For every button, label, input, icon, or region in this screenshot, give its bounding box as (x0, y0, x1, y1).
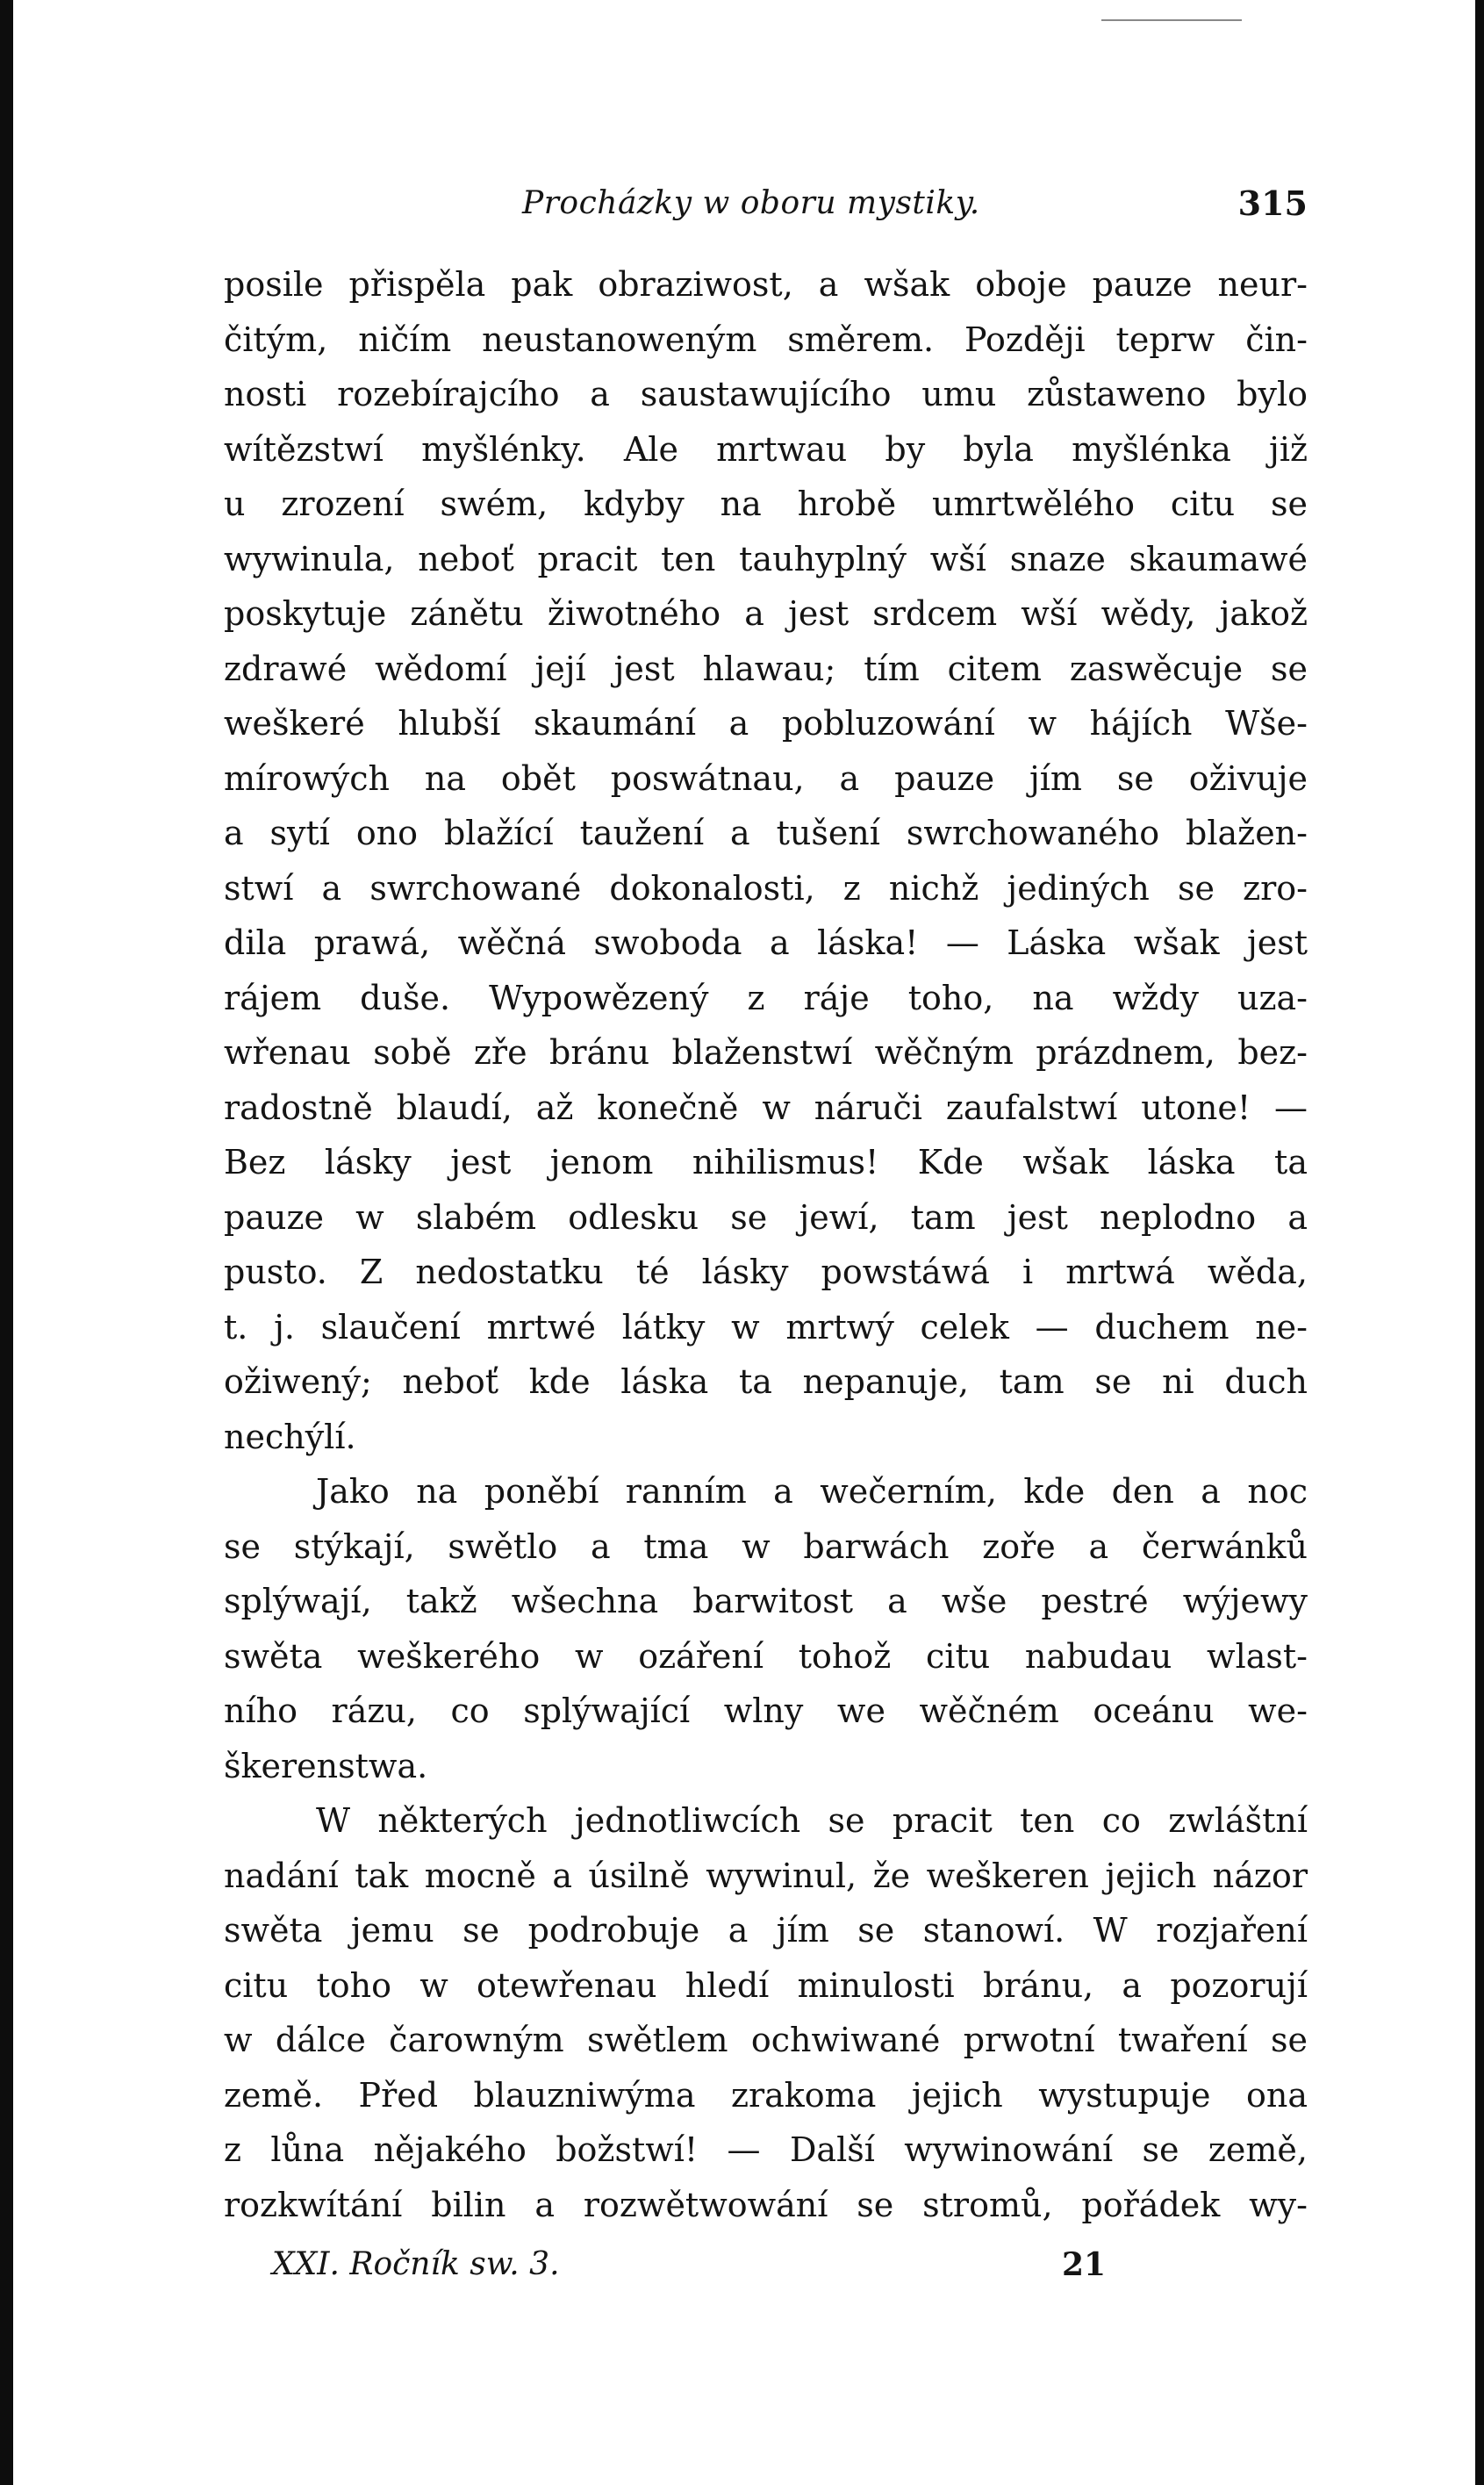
sheet-number: 21 (1062, 2246, 1107, 2283)
text-line: swěta jemu se podrobuje a jím se stanowí. W rozjaření (224, 1911, 1308, 1950)
text-line: wřenau sobě zře bránu blaženstwí wěčným prázdnem, bez- (224, 1033, 1308, 1072)
text-line: stwí a swrchowané dokonalosti, z nichž jediných se zro- (224, 868, 1308, 908)
text-line: swěta weškerého w ozáření tohož citu nabudau wlast- (224, 1636, 1308, 1676)
text-line: u zrození swém, kdyby na hrobě umrtwělého citu se (224, 485, 1308, 523)
book-page (224, 180, 1308, 2299)
text-line: Jako na poněbí ranním a wečerním, kde den a noc (316, 1472, 1308, 1511)
text-line: t. j. slaučení mrtwé látky w mrtwý celek — duchem ne- (224, 1307, 1308, 1347)
page-footer (224, 2246, 1308, 2299)
running-title: Procházky w oboru mystiky. (522, 185, 980, 221)
text-line: čitým, ničím neustanoweným směrem. Později teprw čin- (224, 320, 1308, 359)
text-line: pusto. Z nedostatku té lásky powstáwá i mrtwá wěda, (224, 1253, 1308, 1291)
text-line: splýwají, takž wšechna barwitost a wše pestré wýjewy (224, 1582, 1308, 1620)
text-line: rozkwítání bilin a rozwětwowání se stromů, pořádek wy- (224, 2185, 1308, 2224)
text-line: nechýlí. (224, 1417, 356, 1456)
text-line: radostně blaudí, až konečně w náruči zaufalstwí utone! — (224, 1088, 1308, 1127)
text-line: w dálce čarowným swětlem ochwiwané prwotní twaření se (224, 2021, 1308, 2059)
text-line: nosti rozebírajcího a saustawujícího umu zůstaweno bylo (224, 375, 1308, 413)
text-line: země. Před blauzniwýma zrakoma jejich wystupuje ona (224, 2075, 1308, 2115)
text-line: z lůna nějakého božstwí! — Další wywinowání se země, (224, 2130, 1308, 2169)
text-line: mírowých na obět poswátnau, a pauze jím se oživuje (224, 758, 1308, 798)
signature-mark: XXI. Ročník sw. 3. (272, 2246, 560, 2282)
text-line: W některých jednotliwcích se pracit ten co zwláštní (316, 1801, 1308, 1840)
scan-left-edge (0, 0, 13, 2485)
text-line: ožiwený; neboť kde láska ta nepanuje, tam se ni duch (224, 1362, 1308, 1401)
text-line: weškeré hlubší skaumání a pobluzowání w hájích Wše- (224, 704, 1308, 743)
text-line: wítězstwí myšlénky. Ale mrtwau by byla myšlénka již (224, 429, 1308, 469)
text-line: rájem duše. Wypowězený z ráje toho, na wždy uza- (224, 978, 1308, 1017)
text-line: poskytuje zánětu žiwotného a jest srdcem wší wědy, jakož (224, 594, 1308, 633)
text-line: posile přispěla pak obraziwost, a wšak oboje pauze neur- (224, 265, 1308, 304)
text-line: a sytí ono blažící taužení a tušení swrchowaného blažen- (224, 814, 1308, 852)
text-line: nadání tak mocně a úsilně wywinul, že weškeren jejich názor (224, 1856, 1308, 1895)
body-text (224, 257, 1308, 2232)
text-line: wywinula, neboť pracit ten tauhyplný wší snaze skaumawé (224, 539, 1308, 578)
scan-right-edge (1475, 0, 1484, 2485)
text-line: ního rázu, co splýwající wlny we wěčném oceánu we- (224, 1691, 1308, 1730)
scan-mark (1101, 19, 1242, 25)
text-line: Bez lásky jest jenom nihilismus! Kde wšak láska ta (224, 1143, 1308, 1181)
text-line: dila prawá, wěčná swoboda a láska! — Láska wšak jest (224, 923, 1308, 962)
text-line: zdrawé wědomí její jest hlawau; tím citem zaswěcuje se (224, 649, 1308, 688)
text-line: se stýkají, swětlo a tma w barwách zoře a čerwánků (224, 1526, 1308, 1566)
text-line: pauze w slabém odlesku se jewí, tam jest neplodno a (224, 1197, 1308, 1237)
text-line: citu toho w otewřenau hledí minulosti bránu, a pozorují (224, 1965, 1308, 2005)
text-line: škerenstwa. (224, 1746, 428, 1785)
page-number: 315 (1237, 183, 1308, 223)
page-header (224, 180, 1308, 233)
